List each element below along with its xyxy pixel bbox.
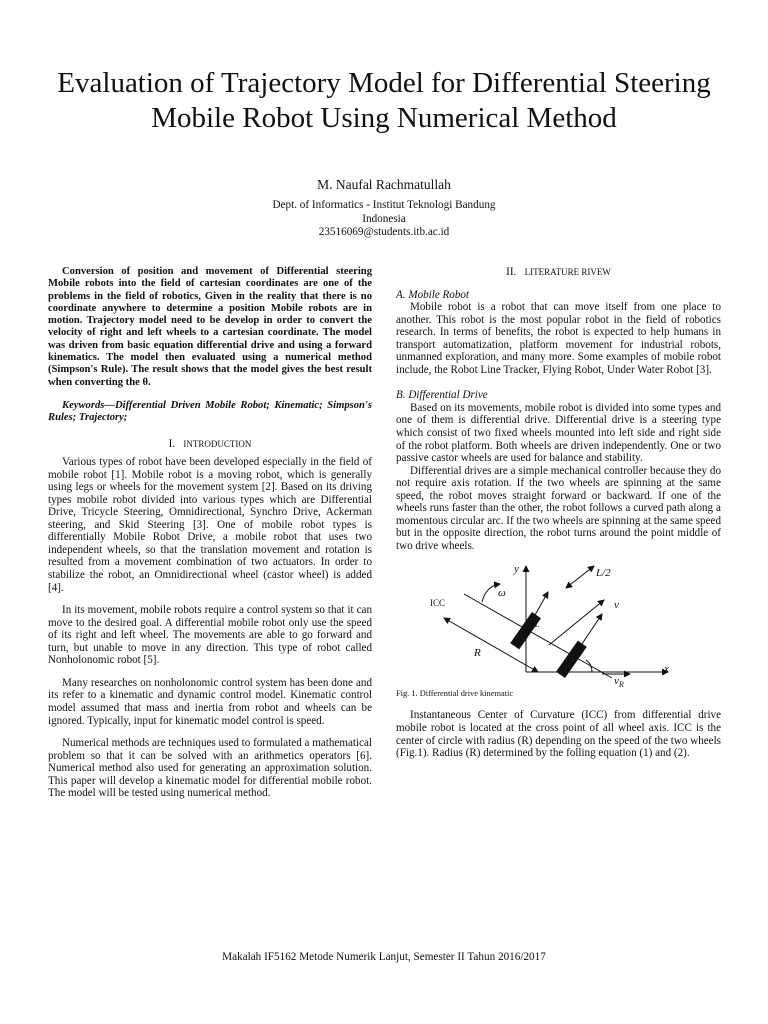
section-title: INTRODUCTION <box>183 438 252 449</box>
author-country: Indonesia <box>362 212 406 225</box>
paper-title: Evaluation of Trajectory Model for Differential Steering Mobile Robot Using Numerical Method <box>57 67 711 134</box>
right-velocity-label: $v_R$ <box>614 675 624 690</box>
right-velocity-arrow <box>572 614 602 659</box>
theta-label: θ <box>578 643 584 656</box>
intro-paragraph: Various types of robot have been developed especially in the field of mobile robot [1]. Mobile robot is a moving robot, which is generally using legs or wheels for the movement system [2]. Based on its driving types mobile robot divided into various types which are Differential Drive, Tricycle Steering, Omnidirectional, Synchro Drive, Ackerman steering, and Skid Steering [3]. One of mobile robot types is differentially Mobile Robot Drive, a mobile robot that uses two independent wheels, so that the translation movement and rotation is resulted from a movement combination of two actuators. In order to stabilize the robot, an Omnidirectional wheel (castor wheel) is added [4]. <box>48 456 372 594</box>
radius-label: R <box>474 647 481 660</box>
figure-caption: Fig. 1. Differential drive kinematic <box>396 689 514 699</box>
right-column <box>396 266 721 760</box>
half-width-arrow <box>566 566 594 588</box>
left-velocity-label: $v_L$ <box>530 615 540 630</box>
section-number: I. <box>168 437 176 450</box>
differential-paragraph: Differential drives are a simple mechanical controller because they do not require axis rotation. If the two wheels are spinning at the same speed, the robot moves straight forward or backward. If one of the wheels runs faster than the other, the robot follows a curved path along a momentous circular arc. If the two wheels are spinning at the same speed but in the opposite direction, the robot turns around the point middle of two drive wheels. <box>396 464 721 552</box>
differential-paragraph: Based on its movements, mobile robot is divided into some types and one of them is differential drive. Differential drive is a steering type which consist of two fixed wheels mounted into left side and right side of the robot platform. Both wheels are driven independently. One or two passive castor wheels are used for balance and stability. <box>396 401 721 465</box>
section-heading-introduction <box>48 438 372 451</box>
half-width-label: L/2 <box>596 567 611 580</box>
author-email: 23516069@students.itb.ac.id <box>318 226 450 238</box>
velocity-label: v <box>614 599 619 612</box>
intro-paragraph: Many researches on nonholonomic control system has been done and its refer to a kinematic and dynamic control model. Kinematic control model assumed that mass and inertia from robot and wheels can be ignored. Typically, input for kinematic model control is speed. <box>48 676 372 727</box>
section-number: II. <box>506 266 517 278</box>
left-column <box>48 266 372 800</box>
intro-paragraph: In its movement, mobile robots require a control system so that it can move to the desired goal. A differential mobile robot only use the speed of its right and left wheel. The movements are able to go forward and turn, but unable to move in any direction. This type of robot called Nonholonomic robot [5]. <box>48 604 372 667</box>
icc-paragraph: Instantaneous Center of Curvature (ICC) from differential drive mobile robot is located at the cross point of all wheel axis. ICC is the center of circle with radius (R) depending on the speed of the two wheels (Fig.1). Radius (R) determined by the folling equation (1) and (2). <box>396 709 722 760</box>
x-axis-label: x <box>664 663 669 676</box>
intro-paragraph: Numerical methods are techniques used to formulated a mathematical problem so that it can be solved with an arithmetics operators [6]. Numerical method also used for generating an approximation solution. This paper will develop a kinematic model for differential mobile robot. The model will be tested using numerical method. <box>48 737 372 800</box>
section-heading-literature <box>396 266 721 279</box>
page-footer: Makalah IF5162 Metode Numerik Lanjut, Semester II Tahun 2016/2017 <box>222 951 546 963</box>
kinematic-diagram <box>416 560 676 690</box>
subsection-heading-differential-drive: B. Differential Drive <box>396 389 488 402</box>
keywords: Keywords—Differential Driven Mobile Robot; Kinematic; Simpson's Rules; Trajectory; <box>48 399 372 424</box>
author-name: M. Naufal Rachmatullah <box>317 177 451 192</box>
section-title: LITERATURE RIVEW <box>524 267 611 277</box>
y-axis-label: y <box>514 563 519 576</box>
figure-differential-drive <box>396 560 721 690</box>
omega-label: ω <box>498 587 506 600</box>
theta-arc <box>586 660 592 672</box>
icc-label: ICC <box>430 598 446 609</box>
abstract: Conversion of position and movement of Differential steering Mobile robots into the field of cartesian coordinates are one of the problems in the field of robotics, Given in the reality that there is no coordinate anywhere to determine a position Mobile robots are in motion. Trajectory model need to be develop in order to convert the velocity of right and left wheels to a cartesian coordinate. The model was driven from basic equation differential drive and using a forward kinematics. The model then evaluated using a numerical method (Simpson's Rule). The result shows that the model gives the best result when converting the θ. <box>48 266 372 388</box>
author-block <box>0 177 768 240</box>
subsection-heading-mobile-robot: A. Mobile Robot <box>396 288 470 301</box>
wheel-axis-line <box>464 594 612 678</box>
author-dept: Dept. of Informatics - Institut Teknologi Bandung <box>272 199 496 211</box>
mobile-robot-paragraph: Mobile robot is a robot that can move itself from one place to another. This robot is the most popular robot in the field of robotics research. In terms of benefits, the robot is expected to help humans in transport automatization, platform movement for industrial robots, unmanned exploration, and many more. Some examples of mobile robot include, the Robot Line Tracker, Flying Robot, Under Water Robot [3]. <box>396 301 721 376</box>
